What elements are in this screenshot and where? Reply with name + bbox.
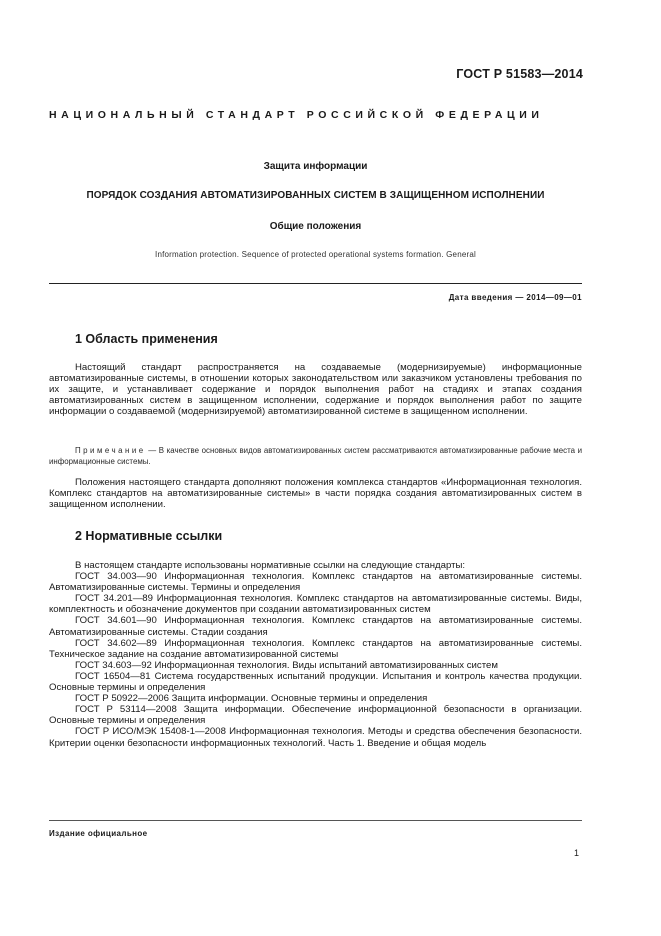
reference-item: ГОСТ Р 53114—2008 Защита информации. Обеспечение информационной безопасности в организации. Основные термины и определения — [49, 704, 582, 727]
standard-number: ГОСТ Р 51583—2014 — [456, 67, 583, 81]
note-text: — В качестве основных видов автоматизированных систем рассматриваются автоматизированные рабочие места и информационные системы. — [49, 446, 582, 467]
normative-references-list — [49, 560, 582, 749]
subject-heading: Защита информации — [263, 161, 368, 172]
reference-item: ГОСТ 34.602—89 Информационная технология. Комплекс стандартов на автоматизированные системы. Техническое задание на создание автоматизированной системы — [49, 637, 582, 660]
reference-item: ГОСТ 34.601—90 Информационная технология. Комплекс стандартов на автоматизированные системы. Автоматизированные системы. Стадии создания — [49, 615, 582, 638]
note-label: Примечание — [75, 446, 146, 455]
english-title: Information protection. Sequence of protected operational systems formation. General — [155, 250, 476, 259]
introduction-date: Дата введения — 2014—09—01 — [448, 293, 582, 302]
reference-item: ГОСТ 34.201—89 Информационная технология. Комплекс стандартов на автоматизированные системы. Виды, комплектность и обозначение документов при создании автоматизированных систем — [49, 593, 582, 616]
footer-divider — [49, 820, 582, 821]
section-1-note — [49, 445, 582, 468]
section-1-paragraph-1: Настоящий стандарт распространяется на создаваемые (модернизируемые) информационные автоматизированные системы, в отношении которых законодательством или заказчиком установлены требования по их защите, и устанавливает содержание и порядок выполнения работ на стадиях и этапах создания автоматизированных систем в защищенном исполнении, содержание и порядок выполнения работ по защите информации о создаваемой (модернизируемой) автоматизированной системе в защищенном исполнении. — [49, 362, 582, 418]
document-subtitle: Общие положения — [269, 221, 362, 232]
reference-item: ГОСТ 34.603—92 Информационная технология. Виды испытаний автоматизированных систем — [75, 659, 498, 671]
section-1-heading: 1 Область применения — [75, 332, 218, 346]
section-1-paragraph-2: Положения настоящего стандарта дополняют положения комплекса стандартов «Информационная технология. Комплекс стандартов на автоматизированные системы» в части порядка создания автоматизированных систем в защищенном исполнении. — [49, 477, 582, 511]
reference-item: ГОСТ Р ИСО/МЭК 15408-1—2008 Информационная технология. Методы и средства обеспечения безопасности. Критерии оценки безопасности информационных технологий. Часть 1. Введение и общая модель — [49, 726, 582, 749]
reference-item: ГОСТ 34.003—90 Информационная технология. Комплекс стандартов на автоматизированные системы. Автоматизированные системы. Термины и определения — [49, 571, 582, 594]
national-standard-banner: НАЦИОНАЛЬНЫЙ СТАНДАРТ РОССИЙСКОЙ ФЕДЕРАЦИИ — [49, 109, 544, 121]
official-edition-label: Издание официальное — [49, 829, 148, 838]
page-number: 1 — [573, 848, 579, 858]
reference-item: ГОСТ 16504—81 Система государственных испытаний продукции. Испытания и контроль качества продукции. Основные термины и определения — [49, 670, 582, 694]
reference-item: ГОСТ Р 50922—2006 Защита информации. Основные термины и определения — [75, 693, 428, 705]
title-divider — [49, 283, 582, 284]
reference-item: В настоящем стандарте использованы нормативные ссылки на следующие стандарты: — [75, 560, 466, 571]
document-title: ПОРЯДОК СОЗДАНИЯ АВТОМАТИЗИРОВАННЫХ СИСТЕМ В ЗАЩИЩЕННОМ ИСПОЛНЕНИИ — [86, 190, 545, 201]
section-2-heading: 2 Нормативные ссылки — [75, 529, 223, 543]
